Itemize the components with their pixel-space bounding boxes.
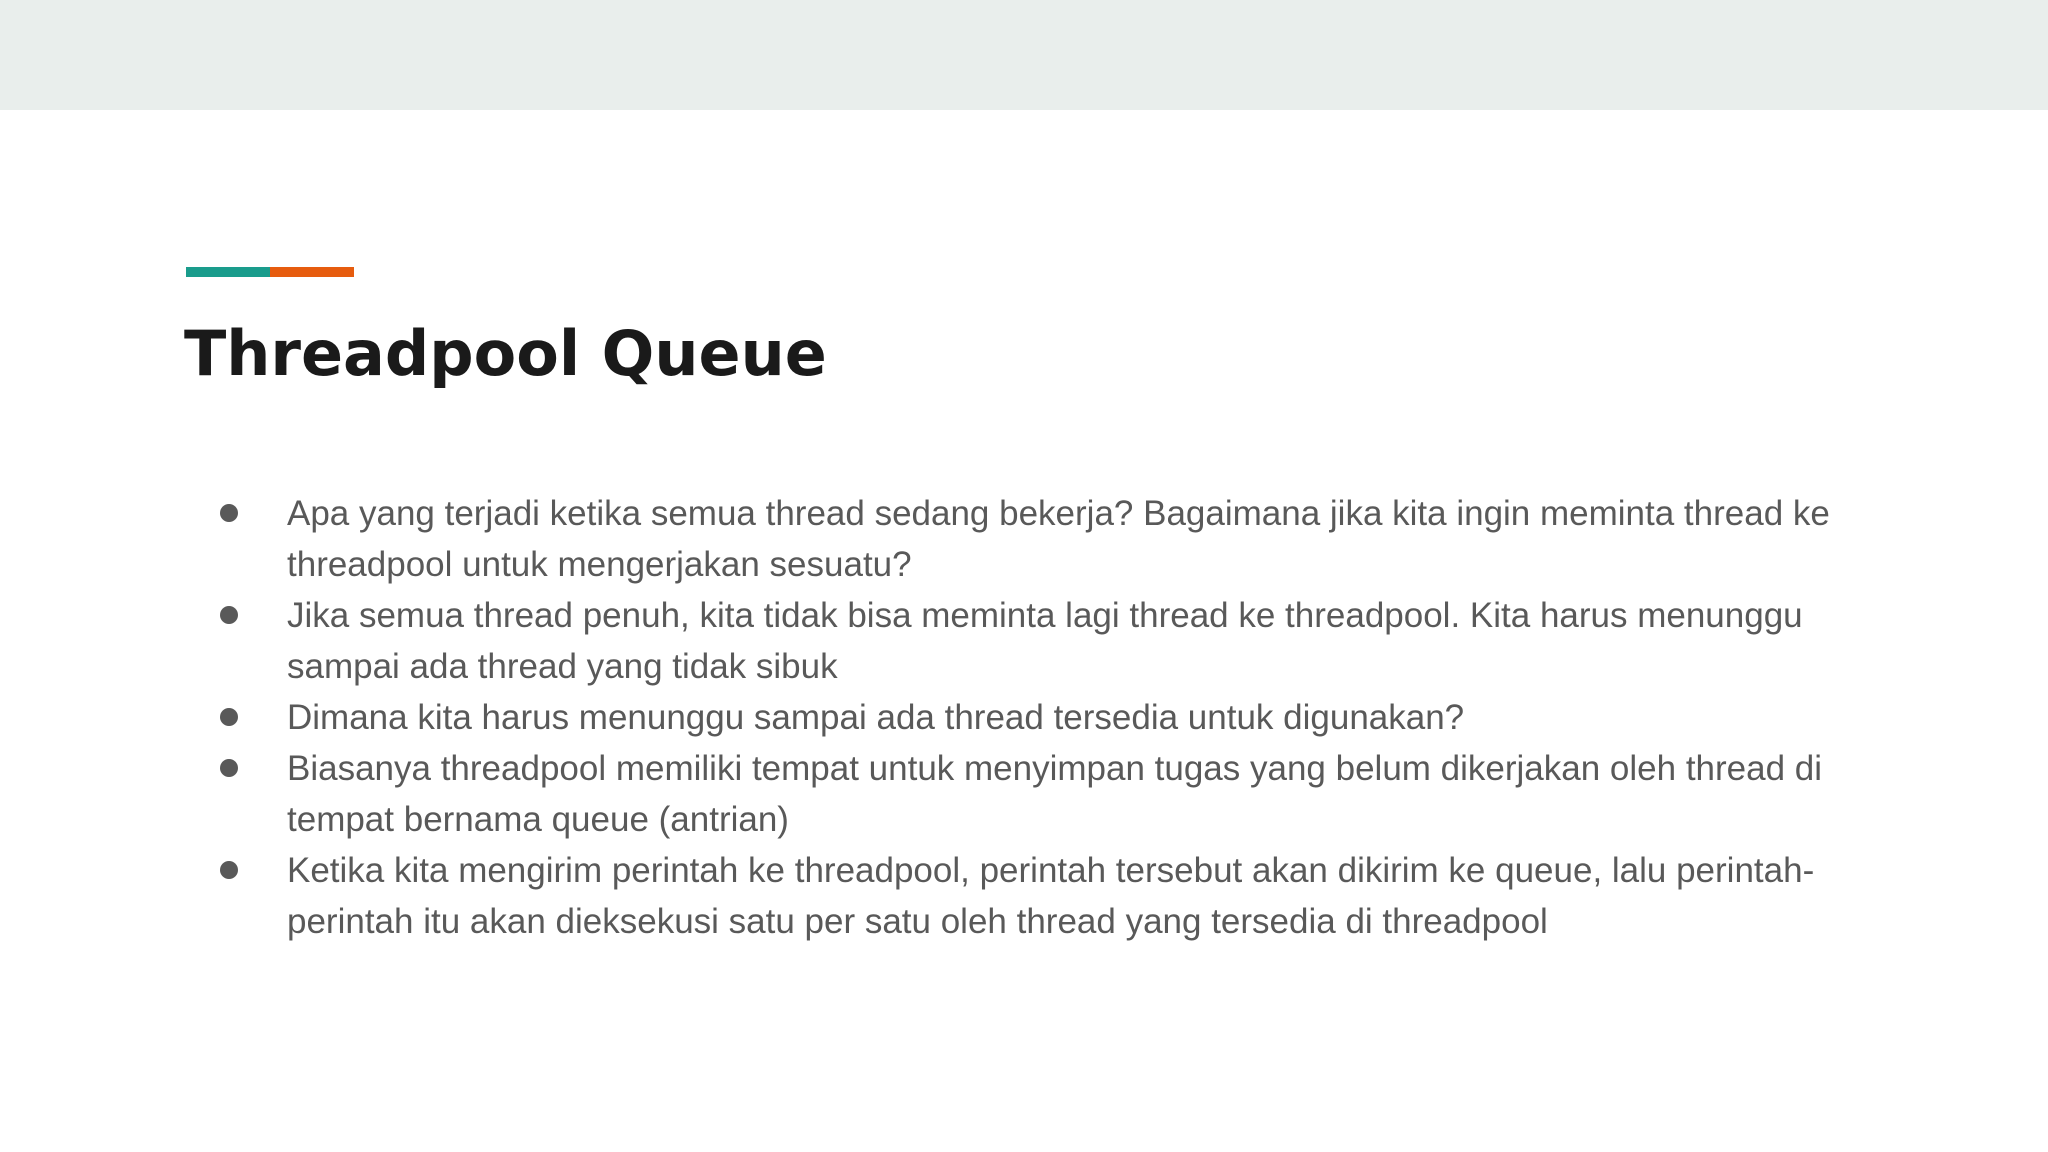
bullet-text: Ketika kita mengirim perintah ke threadpool, perintah tersebut akan dikirim ke queue, lalu perintah-perintah itu akan dieksekusi satu per satu oleh thread yang tersedia di threadpool xyxy=(287,851,1815,941)
bullet-dot-icon xyxy=(220,861,238,879)
bullet-item xyxy=(210,488,1870,590)
bullet-dot-icon xyxy=(220,708,238,726)
bullet-dot-icon xyxy=(220,504,238,522)
bullet-item xyxy=(210,845,1870,947)
bullet-text: Dimana kita harus menunggu sampai ada thread tersedia untuk digunakan? xyxy=(287,698,1465,737)
bullet-dot-icon xyxy=(220,759,238,777)
accent-segment-teal xyxy=(186,267,270,277)
slide-title: Threadpool Queue xyxy=(184,317,827,390)
bullet-text: Biasanya threadpool memiliki tempat untuk menyimpan tugas yang belum dikerjakan oleh thread di tempat bernama queue (antrian) xyxy=(287,749,1823,839)
accent-segment-orange xyxy=(270,267,354,277)
bullet-item xyxy=(210,590,1870,692)
title-accent-bar xyxy=(186,267,354,277)
bullet-text: Apa yang terjadi ketika semua thread sedang bekerja? Bagaimana jika kita ingin meminta thread ke threadpool untuk mengerjakan sesuatu? xyxy=(287,494,1830,584)
top-header-band xyxy=(0,0,2048,110)
bullet-dot-icon xyxy=(220,606,238,624)
bullet-text: Jika semua thread penuh, kita tidak bisa meminta lagi thread ke threadpool. Kita harus menunggu sampai ada thread yang tidak sibuk xyxy=(287,596,1803,686)
bullet-item xyxy=(210,692,1870,743)
bullet-item xyxy=(210,743,1870,845)
bullet-list xyxy=(210,488,1870,947)
